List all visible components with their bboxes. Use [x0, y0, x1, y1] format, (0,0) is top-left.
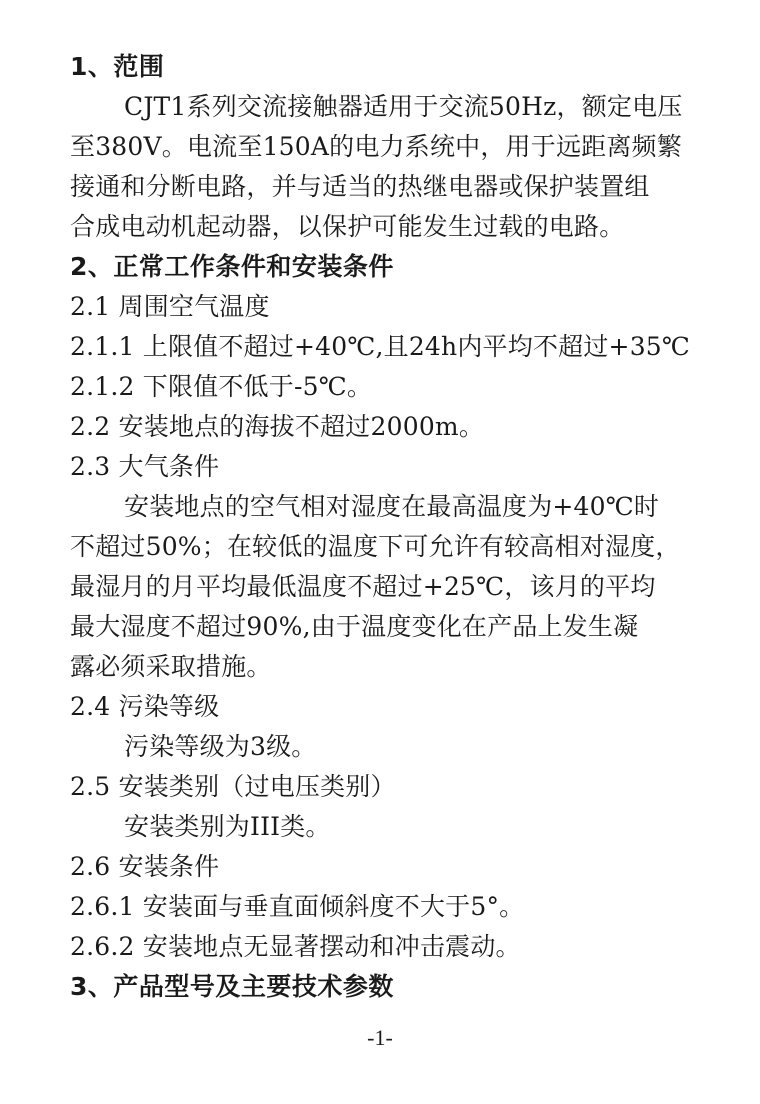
section-heading-model: 3、产品型号及主要技术参数 — [70, 972, 394, 1001]
paragraph-line: 至380V。电流至150A的电力系统中，用于远距离频繁 — [70, 132, 682, 161]
subsection-2-5: 2.5 安装类别（过电压类别） — [70, 772, 396, 801]
paragraph-line: 安装地点的空气相对湿度在最高温度为+40℃时 — [124, 492, 660, 521]
paragraph-line: 最大湿度不超过90%,由于温度变化在产品上发生凝 — [70, 612, 639, 641]
paragraph-line: 安装类别为III类。 — [124, 812, 331, 841]
paragraph-line: 合成电动机起动器，以保护可能发生过载的电路。 — [70, 212, 625, 241]
subsection-2-6: 2.6 安装条件 — [70, 852, 220, 881]
subsection-2-2: 2.2 安装地点的海拔不超过2000m。 — [70, 412, 485, 441]
section-heading-scope: 1、范围 — [70, 52, 165, 81]
paragraph-line: 最湿月的月平均最低温度不超过+25℃，该月的平均 — [70, 572, 656, 601]
item-2-6-1: 2.6.1 安装面与垂直面倾斜度不大于5°。 — [70, 892, 525, 921]
item-2-1-2: 2.1.2 下限值不低于-5℃。 — [70, 372, 373, 401]
paragraph-line: 接通和分断电路，并与适当的热继电器或保护装置组 — [70, 172, 650, 201]
subsection-2-4: 2.4 污染等级 — [70, 692, 220, 721]
paragraph-line: CJT1系列交流接触器适用于交流50Hz，额定电压 — [124, 92, 683, 121]
subsection-2-3: 2.3 大气条件 — [70, 452, 220, 481]
section-heading-conditions: 2、正常工作条件和安装条件 — [70, 252, 394, 281]
subsection-2-1: 2.1 周围空气温度 — [70, 292, 270, 321]
document-body — [70, 47, 700, 1007]
page-number: -1- — [367, 1025, 393, 1050]
paragraph-line: 污染等级为3级。 — [124, 732, 317, 761]
item-2-6-2: 2.6.2 安装地点无显著摆动和冲击震动。 — [70, 932, 521, 961]
paragraph-line: 露必须采取措施。 — [70, 652, 272, 681]
item-2-1-1: 2.1.1 上限值不超过+40℃,且24h内平均不超过+35℃ — [70, 332, 691, 361]
paragraph-line: 不超过50%；在较低的温度下可允许有较高相对湿度， — [70, 532, 681, 561]
